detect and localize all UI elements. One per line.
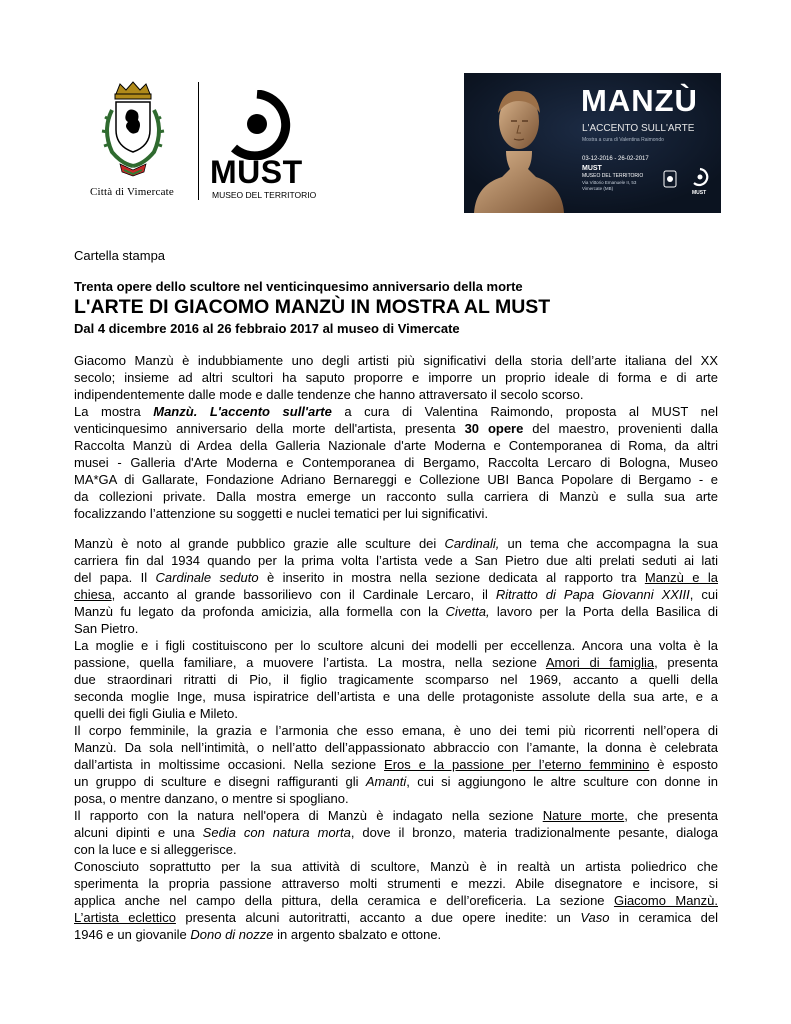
body-line: Manzù. Da sola nell’intimità, o nell’atto dell’appassionato abbraccio con l’amante, la donna è celebrata [74, 740, 718, 755]
body-line: Giacomo Manzù è indubbiamente uno degli artisti più significativi della storia dell’arte italiana del XX [74, 353, 718, 368]
body-line: quelli dei figli Giulia e Mileto. [74, 706, 239, 721]
body-line: L’artista eclettico presenta alcuni autoritratti, accanto a due opere inedite: un Vaso in ceramica del [74, 910, 719, 925]
body-line: posa, o mentre danzano, o mentre si spogliano. [74, 791, 349, 806]
body-line: 1946 e un giovanile Dono di nozze in argento sbalzato e ottone. [74, 927, 442, 942]
section-link: L’artista eclettico [74, 910, 176, 925]
body-line: sperimenta la propria passione attraverso molti strumenti e mezzi. Abile disegnatore e incisore, si [74, 876, 718, 891]
section-link: chiesa [74, 587, 112, 602]
poster-title: MANZÙ [581, 83, 698, 118]
must-subtitle: MUSEO DEL TERRITORIO [212, 190, 317, 200]
body-line: passione, quella familiare, a muovere l’artista. La mostra, nella sezione Amori di famiglia, presenta [74, 655, 718, 670]
body-line: due straordinari ritratti di Pio, il figlio tragicamente scomparso nel 1969, accanto a quelli della [74, 672, 718, 687]
body-line: La moglie e i figli costituiscono per lo scultore alcuni dei modelli per eccellenza. Ancora una volta è la [74, 638, 718, 653]
body-line: MA*GA di Gallarate, Fondazione Adriano Bernareggi e Collezione UBI Banca Popolare di Bergamo - e [74, 472, 718, 487]
exhibition-poster [464, 73, 721, 213]
body-line: venticinquesimo anniversario della morte dell'artista, presenta 30 opere del maestro, provenienti dalla [74, 421, 718, 436]
body-line: secolo; insieme ad altri scultori ha saputo proporre e imporre un proprio ideale di forma e di arte [74, 370, 718, 385]
logo-divider [198, 82, 199, 200]
body-line: seconda moglie Inge, musa ispiratrice dell’artista e una delle protagoniste assolute della sua arte, e a [74, 689, 718, 704]
section-link: Nature morte [542, 808, 625, 823]
body-line: Il corpo femminile, la grazia e l’armonia che esso emana, è uno dei temi più ricorrenti nell’opera di [74, 723, 718, 738]
must-mark-icon [222, 90, 292, 160]
city-crest-icon [98, 80, 168, 188]
body-line: San Pietro. [74, 621, 139, 636]
section-link: Eros e la passione per l’eterno femminino [384, 757, 650, 772]
body-line: dall’artista in moltissime occasioni. Nella sezione Eros e la passione per l’eterno femminino è esposto [74, 757, 718, 772]
body-line: Manzù fu legato da profonda amicizia, alla formella con la Civetta, lavoro per la Porta della Basilica di [74, 604, 718, 619]
section-link: Giacomo Manzù. [613, 893, 719, 908]
body-line: carriera fin dal 1934 quando per la prima volta l’artista vede a San Pietro due alti prelati seduti ai lati [74, 553, 718, 568]
exhibition-name: Manzù. L'accento sull'arte [153, 404, 332, 419]
poster-logo-must: MUST [692, 190, 707, 196]
body-line: Il rapporto con la natura nell'opera di Manzù è indagato nella sezione Nature morte, che presenta [74, 808, 718, 823]
body-line: del papa. Il Cardinale seduto è inserito in mostra nella sezione dedicata al rapporto tra Manzù e la [74, 570, 718, 585]
body-line: da collezioni private. Dalla mostra emerge un racconto sulla carriera di Manzù e sulla sua arte [74, 489, 718, 504]
exhibition-dates: Dal 4 dicembre 2016 al 26 febbraio 2017 al museo di Vimercate [74, 321, 460, 336]
poster-city: Vimercate (MB) [582, 186, 614, 191]
poster-curator: Mostra a cura di Valentina Raimondo [582, 137, 664, 143]
body-line: focalizzando l’attenzione su soggetti e nuclei tematici per lui significativi. [74, 506, 489, 521]
must-wordmark: MUST [210, 154, 303, 190]
subtitle: Trenta opere dello scultore nel venticinquesimo anniversario della morte [74, 279, 523, 294]
vimercate-crest [78, 80, 186, 205]
body-line: Raccolta Manzù di Ardea della Galleria Nazionale d'arte Moderna e Contemporanea di Roma, da altri [74, 438, 718, 453]
section-link: Manzù e la [644, 570, 718, 585]
body-line: un gruppo di sculture e disegni raffiguranti gli Amanti, cui si aggiungono le altre sculture con donne in [74, 774, 718, 789]
body-line: applica anche nel campo della pittura, della ceramica e dell’oreficeria. La sezione Giacomo Manzù. [74, 893, 719, 908]
poster-museo: MUSEO DEL TERRITORIO [582, 173, 644, 179]
letterhead [0, 0, 791, 230]
body-line: alcuni dipinti e una Sedia con natura morta, dove il bronzo, materia tradizionalmente pesante, dialoga [74, 825, 718, 840]
body-line: La mostra Manzù. L'accento sull'arte a cura di Valentina Raimondo, proposta al MUST nel [74, 404, 718, 419]
poster-subtitle: L'ACCENTO SULL'ARTE [582, 123, 695, 134]
city-name: Città di Vimercate [90, 186, 174, 198]
body-line: musei - Galleria d'Arte Moderna e Contemporanea di Bergamo, Raccolta Lercaro di Bologna, Museo [74, 455, 718, 470]
poster-must: MUST [582, 165, 602, 172]
poster-dates: 03-12-2016 - 26-02-2017 [582, 156, 649, 162]
kicker: Cartella stampa [74, 248, 166, 263]
section-link: Amori di famiglia [545, 655, 655, 670]
page-title: L'ARTE DI GIACOMO MANZÙ IN MOSTRA AL MUST [74, 296, 551, 318]
body-line: Manzù è noto al grande pubblico grazie alle sculture dei Cardinali, un tema che accompagna la sua [74, 536, 719, 551]
body-line: Conosciuto soprattutto per la sua attività di scultore, Manzù è in realtà un artista poliedrico che [74, 859, 718, 874]
body-line: indipendentemente dalle mode e dalle tendenze che hanno attraversato il secolo scorso. [74, 387, 584, 402]
must-logo [208, 90, 318, 205]
body-line: chiesa, accanto al grande bassorilievo con il Cardinale Lercaro, il Ritratto di Papa Giovanni XXIII, cui [74, 587, 719, 602]
body-line: con la luce e si alleggerisce. [74, 842, 237, 857]
poster-address: Via Vittorio Emanuele II, 53 [582, 180, 637, 185]
